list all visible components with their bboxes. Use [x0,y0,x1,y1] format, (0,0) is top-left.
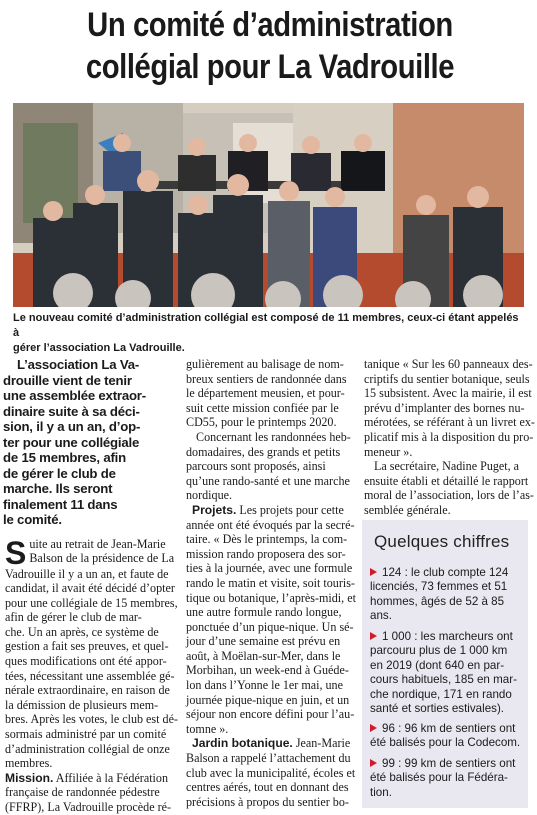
figure-line: hommes, âgés de 52 à 85 [370,594,505,608]
text-line: suit cette mission confiée par le [186,400,339,415]
lead-line: une assemblée extraor- [3,388,146,403]
figure-line: che nordique, 171 en rando [370,687,512,701]
text-line [5,771,169,786]
key-figures-box [362,520,528,808]
figure-line [370,722,524,736]
lead-line: de gérer le club de [3,465,116,481]
text-line: tanique « Sur les 60 panneaux des- [364,357,533,371]
key-figure-item [370,722,524,751]
text-line: gulièrement au balisage de nom- [186,357,344,371]
body-paragraph-intro [3,534,178,815]
lead-line: le comité. [3,512,62,527]
text-line: Morbihan, un week-end à Guéde- [186,663,349,678]
group-photo [13,103,524,307]
figure-line: santé et sorties estivales). [370,702,505,716]
text-line: précisions à propos du sentier bo- [186,794,349,809]
text-line: criptifs du sentier botanique, seuls [364,371,530,386]
text-line: bres. Après les votes, le club est dé- [5,712,178,727]
text-line: La secrétaire, Nadine Puget, a [374,459,520,474]
text-line: meneur ». [364,444,413,459]
text-line: ensuite établi et détaillé le rapport [364,473,529,488]
headline [46,4,493,88]
text-line: le département meusien, et pour- [186,386,345,401]
figure-text: 96 : 96 km de sentiers ont [382,722,516,735]
headline-line-2: collégial pour La Vadrouille [85,48,455,86]
text-line: prévu d’implanter des bornes nu- [364,400,525,415]
article-column-1 [3,357,178,815]
arrow-bullet-icon [370,632,377,640]
text-line: tées, nécessitant une assemblée gé- [5,668,175,683]
jardin-text: Jean-Marie [292,736,351,751]
lead-line: ter pour une collégiale [3,434,140,450]
text-line: ques modifications ont été appor- [5,654,167,669]
text-line: mérotées, se référant à un livret ex- [364,415,535,430]
text-line: semblée générale. [364,502,451,517]
text-line: qu’une rando-santé et une marche [186,473,350,488]
projets-text: Les projets pour cette [236,502,344,517]
text-line: gestion a fait ses preuves, et quel- [5,639,169,654]
text-line: tomne ». [186,721,229,736]
figure-text: 99 : 99 km de sentiers ont [382,757,516,770]
figure-line: été balisés pour la Fédéra- [370,771,508,785]
text-line: nordique. [186,488,233,503]
figure-line: cours habituels, 185 en mar- [370,673,517,687]
caption-line-1: Le nouveau comité d’administration collégial est composé de 11 membres, ceux-ci étant appelés à [13,312,519,339]
text-line: la démission de plusieurs mem- [5,697,159,712]
headline-line-1: Un comité d’administration [87,6,453,44]
mission-text: Affiliée à la Fédération [53,770,169,785]
photo-caption [13,311,525,356]
text-line: club avec la municipalité, écoles et [186,765,356,780]
key-figure-item [370,630,524,716]
text-line: centres aérés, tout en donnant des [186,780,349,795]
text-line: sormais administré par un comité [5,727,167,742]
lead-paragraph [3,357,169,528]
text-line: parcours sont proposés, ainsi [186,459,326,474]
figure-line [370,630,524,644]
text-line: domadaires, des grands et petits [186,444,341,459]
text-line: août, à Moëlan-sur-Mer, dans le [186,648,341,663]
jardin-label: Jardin botanique. [192,736,293,751]
text-line: lon dans l’Yonne le 1er mai, une [186,678,343,693]
figure-line: en 2019 (dont 640 en par- [370,658,505,672]
figure-line [370,757,524,771]
figure-line: tion. [370,785,392,799]
figure-line [370,566,524,580]
text-line: mission rando proposera des sor- [186,546,346,561]
figure-text: 124 : le club compte 124 [382,566,509,579]
arrow-bullet-icon [370,759,377,767]
text-line: nérale extraordinaire, en raison de [5,683,170,698]
text-line: Concernant les randonnées heb- [196,429,351,444]
lead-line: sion, il y a un an, d’op- [3,419,141,434]
text-line: rando le matin et visite, soit touris- [186,575,355,590]
lead-line: finalement 11 dans [3,496,118,512]
text-line: Balson de la présidence de La [29,551,175,566]
text-line: Balson a rappelé l’attachement du [186,751,351,766]
text-line: taire. « Dès le printemps, la com- [186,532,348,547]
text-line: che. Un an après, ce système de [5,624,159,639]
text-line: pour une collégiale de 15 membres, [5,595,178,610]
key-figures-title: Quelques chiffres [374,532,510,551]
text-line [186,503,356,518]
lead-line: dinaire suite à sa déci- [3,403,140,419]
caption-line-2: gérer l’association La Vadrouille. [13,342,185,354]
drop-cap: S [5,534,27,571]
key-figure-item [370,566,524,624]
figure-line: parcouru plus de 1 000 km [370,644,508,658]
text-line: année ont été évoqués par la secré- [186,517,355,532]
text-line: afin de gérer le club de mar- [5,610,142,625]
text-line: CD55, pour le printemps 2020. [186,415,337,430]
text-line: d’administration collégial de onze [5,741,170,756]
text-line: membres. [5,756,53,771]
text-line: séjour non encore défini pour l’au- [186,707,355,722]
text-line: (FFRP), La Vadrouille procède ré- [5,800,172,814]
text-line: 15 subsistent. Avec la mairie, il est [364,386,532,401]
article-column-3 [364,357,535,518]
text-line: uite au retrait de Jean-Marie [29,536,166,551]
text-line: ties à la journée, avec une formule [186,561,353,576]
text-line: plicatif mis à la disposition du pro- [364,429,534,444]
article-column-2 [186,357,356,809]
figure-line: été balisés pour la Codecom. [370,736,521,750]
arrow-bullet-icon [370,568,377,576]
text-line: breux sentiers de randonnée dans [186,371,347,386]
text-line: journée pique-nique en juin, et un [186,692,350,707]
text-line: tique ou botanique, l’après-midi, et [186,590,356,605]
figure-line: ans. [370,609,392,623]
text-line: ponctuée d’un pique-nique. Un sé- [186,619,354,634]
text-line: Vadrouille il y a un an, et faute de [5,566,169,581]
projets-label: Projets. [192,502,237,517]
text-line: candidat, il avait été décidé d’opter [5,581,175,596]
text-line: française de randonnée pédestre [5,785,160,800]
figure-line: licenciés, 73 femmes et 51 [370,580,508,594]
lead-line: de 15 membres, afin [3,450,127,465]
lead-line: L’association La Va- [17,357,140,372]
text-line: jour d’une semaine est prévu en [186,634,341,649]
lead-line: drouille vient de tenir [3,372,132,388]
arrow-bullet-icon [370,724,377,732]
text-line: moral de l’association, lors de l’as- [364,488,534,503]
key-figure-item [370,757,524,800]
mission-label: Mission. [5,770,54,785]
text-line [186,736,356,751]
group-photo-icon [13,103,524,307]
lead-line: marche. Ils seront [3,481,113,496]
figure-text: 1 000 : les marcheurs ont [382,630,513,643]
text-line: une autre formule rando longue, [186,605,342,620]
